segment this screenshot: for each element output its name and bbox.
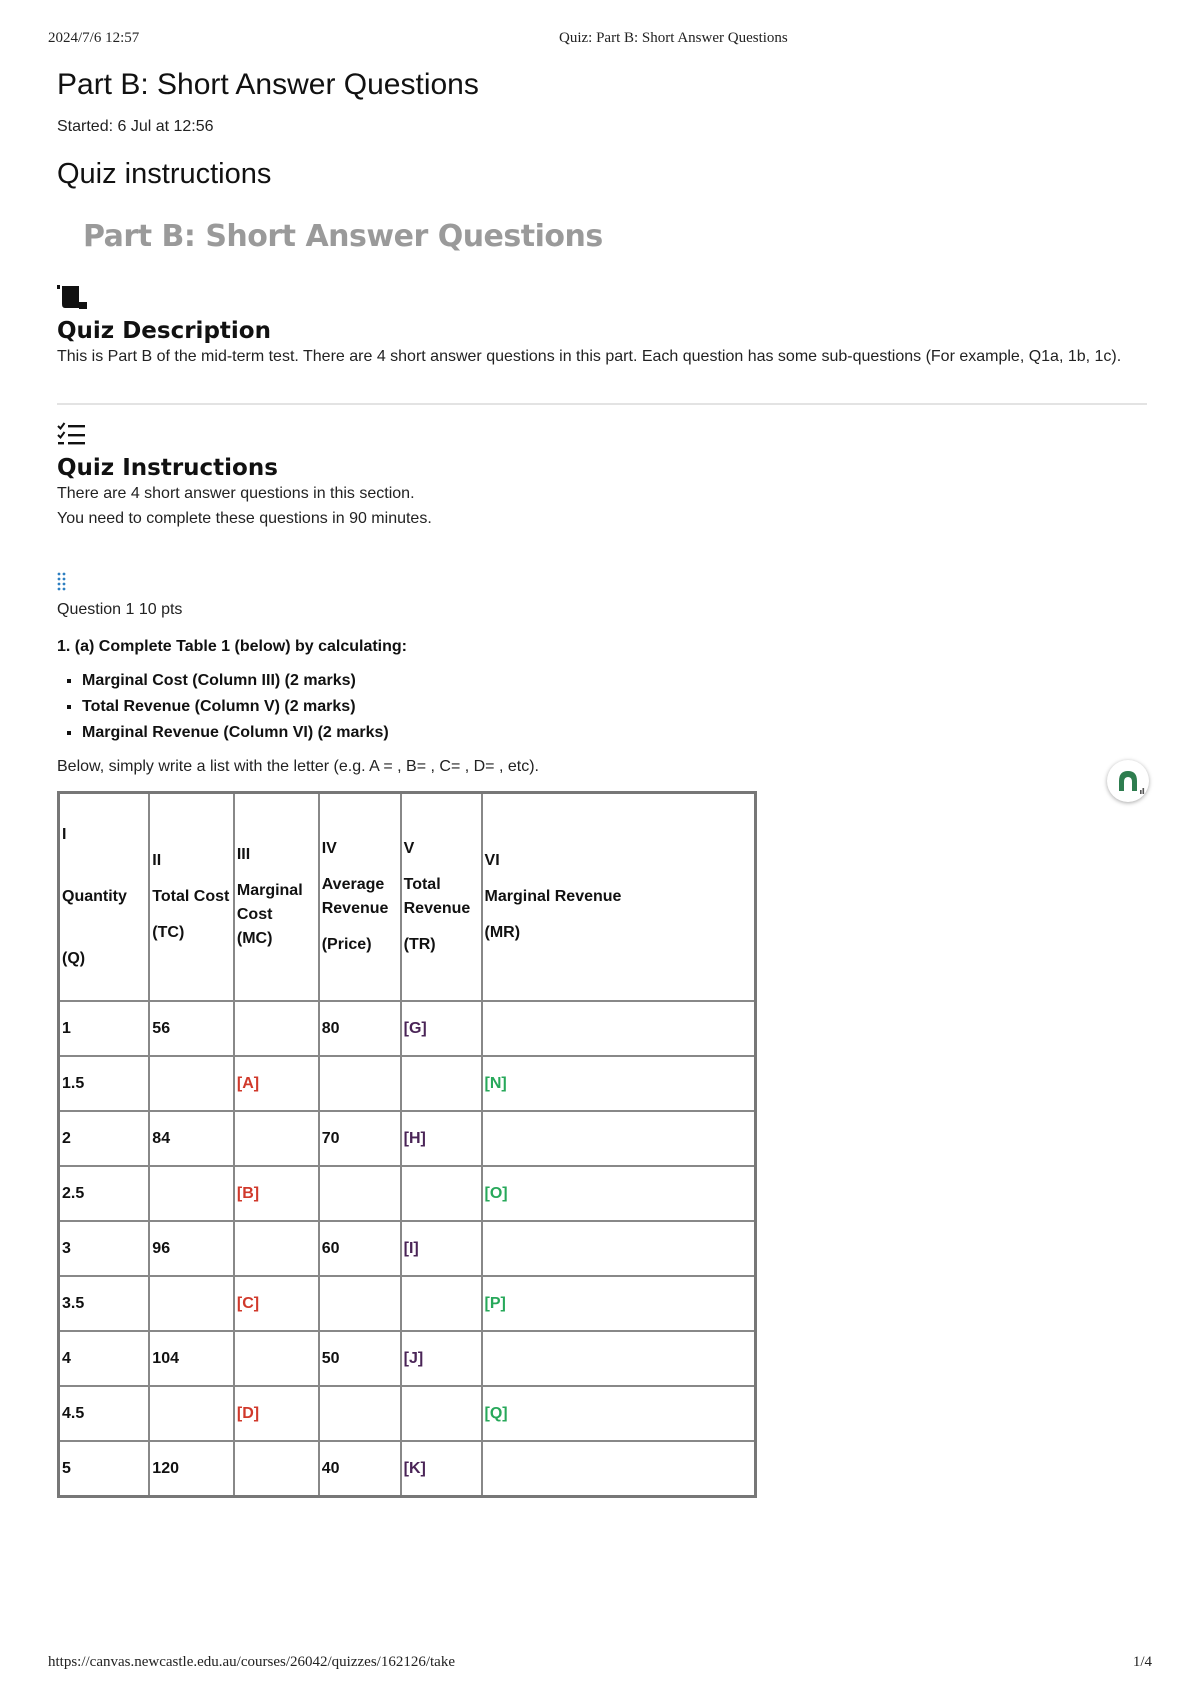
table-row [59, 1056, 756, 1111]
table-cell-marginal-revenue: [P] [482, 1276, 756, 1331]
table-cell-total-cost: 56 [149, 1001, 234, 1056]
table-cell-total-revenue: [J] [401, 1331, 482, 1386]
table-cell-total-cost: 120 [149, 1441, 234, 1497]
table-cell-marginal-revenue [482, 1221, 756, 1276]
table-cell-total-revenue: [G] [401, 1001, 482, 1056]
page-title: Part B: Short Answer Questions [57, 68, 479, 101]
table-cell-quantity: 5 [59, 1441, 150, 1497]
column-header-marginal-cost: III Marginal Cost (MC) [234, 793, 319, 1002]
section-divider [57, 403, 1147, 405]
page-number: 1/4 [1132, 1654, 1152, 1670]
table-cell-average-revenue [319, 1166, 401, 1221]
print-datetime: 2024/7/6 12:57 [48, 30, 140, 46]
table-cell-total-cost: 104 [149, 1331, 234, 1386]
table-cell-total-revenue [401, 1166, 482, 1221]
table-cell-total-cost [149, 1386, 234, 1441]
table-cell-quantity: 2 [59, 1111, 150, 1166]
table-cell-total-cost: 84 [149, 1111, 234, 1166]
table-cell-total-cost [149, 1056, 234, 1111]
table-cell-quantity: 3 [59, 1221, 150, 1276]
instruction-line: There are 4 short answer questions in this section. [57, 485, 415, 502]
table-cell-average-revenue: 60 [319, 1221, 401, 1276]
print-doc-title: Quiz: Part B: Short Answer Questions [559, 30, 788, 46]
table-row [59, 1001, 756, 1056]
table-cell-average-revenue [319, 1056, 401, 1111]
checklist-icon [57, 421, 1147, 449]
table-row [59, 1276, 756, 1331]
table-cell-marginal-revenue [482, 1441, 756, 1497]
table-cell-marginal-cost [234, 1001, 319, 1056]
table-cell-marginal-revenue: [Q] [482, 1386, 756, 1441]
avatar-icon [1107, 760, 1149, 802]
question-header: Question 1 10 pts [57, 601, 183, 618]
print-footer [48, 1654, 1152, 1676]
table-cell-total-cost: 96 [149, 1221, 234, 1276]
column-header-average-revenue: IV Average Revenue (Price) [319, 793, 401, 1002]
table-cell-average-revenue [319, 1386, 401, 1441]
table-cell-quantity: 4.5 [59, 1386, 150, 1441]
table-row [59, 1166, 756, 1221]
table-cell-quantity: 1 [59, 1001, 150, 1056]
table-cell-average-revenue: 50 [319, 1331, 401, 1386]
table-cell-average-revenue: 70 [319, 1111, 401, 1166]
table-row [59, 1386, 756, 1441]
table-row [59, 1331, 756, 1386]
table-header-row [59, 793, 756, 1002]
table-cell-marginal-revenue: [O] [482, 1166, 756, 1221]
table-cell-total-revenue [401, 1056, 482, 1111]
main-content [57, 64, 1147, 1498]
table-cell-marginal-cost [234, 1331, 319, 1386]
task-list [57, 668, 1147, 746]
table-cell-marginal-cost: [C] [234, 1276, 319, 1331]
description-heading: Quiz Description [57, 318, 271, 344]
table-cell-quantity: 4 [59, 1331, 150, 1386]
table-cell-marginal-cost: [B] [234, 1166, 319, 1221]
table-cell-total-revenue [401, 1276, 482, 1331]
table-row [59, 1441, 756, 1497]
table-cell-total-revenue: [I] [401, 1221, 482, 1276]
print-header [48, 30, 1152, 52]
table-cell-marginal-revenue [482, 1001, 756, 1056]
list-item: ▪ Marginal Cost (Column III) (2 marks) [82, 668, 1147, 694]
table-cell-marginal-cost: [A] [234, 1056, 319, 1111]
avatar[interactable] [1107, 760, 1149, 802]
quiz-instructions-heading: Quiz instructions [57, 158, 272, 190]
description-text: This is Part B of the mid-term test. There are 4 short answer questions in this part. Each question has some sub-questions (For example, Q1a, 1b, 1c). [57, 348, 1122, 365]
table-cell-quantity: 2.5 [59, 1166, 150, 1221]
instruction-line: You need to complete these questions in 90 minutes. [57, 510, 432, 527]
table-cell-quantity: 1.5 [59, 1056, 150, 1111]
list-item: ▪ Total Revenue (Column V) (2 marks) [82, 694, 1147, 720]
list-item: ▪ Marginal Revenue (Column VI) (2 marks) [82, 720, 1147, 746]
table-cell-total-cost [149, 1276, 234, 1331]
answer-format-instruction: Below, simply write a list with the letter (e.g. A = , B= , C= , D= , etc). [57, 758, 539, 775]
started-timestamp: Started: 6 Jul at 12:56 [57, 118, 214, 135]
table-body [59, 1001, 756, 1497]
table-cell-average-revenue [319, 1276, 401, 1331]
drag-handle-icon[interactable] [57, 571, 1147, 591]
table-row [59, 1221, 756, 1276]
banner-title: Part B: Short Answer Questions [83, 219, 603, 254]
column-header-marginal-revenue: VI Marginal Revenue (MR) [482, 793, 756, 1002]
instructions-heading: Quiz Instructions [57, 455, 278, 481]
table-cell-average-revenue: 80 [319, 1001, 401, 1056]
scroll-icon [57, 284, 1147, 312]
table-cell-marginal-revenue [482, 1331, 756, 1386]
table-cell-average-revenue: 40 [319, 1441, 401, 1497]
table-row [59, 1111, 756, 1166]
table-cell-total-revenue: [H] [401, 1111, 482, 1166]
table-cell-quantity: 3.5 [59, 1276, 150, 1331]
column-header-total-revenue: V Total Revenue (TR) [401, 793, 482, 1002]
table-cell-marginal-cost [234, 1111, 319, 1166]
table-cell-total-revenue [401, 1386, 482, 1441]
table-cell-marginal-revenue [482, 1111, 756, 1166]
table-cell-marginal-cost [234, 1441, 319, 1497]
column-header-total-cost: II Total Cost (TC) [149, 793, 234, 1002]
table-cell-marginal-cost [234, 1221, 319, 1276]
table-cell-marginal-revenue: [N] [482, 1056, 756, 1111]
question-table [57, 791, 757, 1498]
column-header-quantity: I Quantity (Q) [59, 793, 150, 1002]
table-cell-marginal-cost: [D] [234, 1386, 319, 1441]
question-prompt: 1. (a) Complete Table 1 (below) by calculating: [57, 638, 407, 655]
table-cell-total-revenue: [K] [401, 1441, 482, 1497]
print-url: https://canvas.newcastle.edu.au/courses/26042/quizzes/162126/take [48, 1654, 455, 1670]
table-cell-total-cost [149, 1166, 234, 1221]
